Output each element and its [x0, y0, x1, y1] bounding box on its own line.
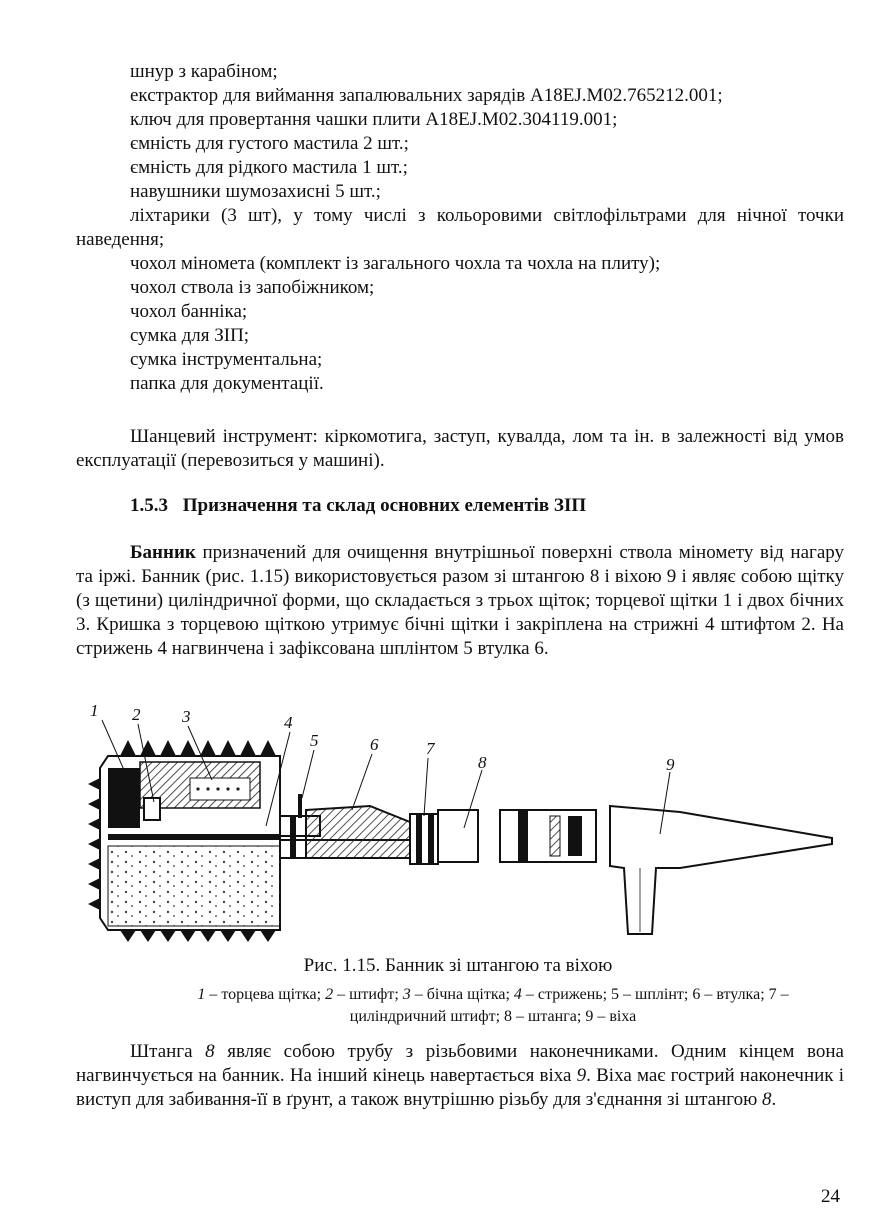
page-number: 24 [821, 1186, 840, 1207]
list-item: сумка для ЗІП; [130, 325, 250, 346]
list-item: ємність для рідкого мастила 1 шт.; [130, 157, 408, 178]
list-item: ємність для густого мастила 2 шт.; [130, 133, 409, 154]
figure-label: 8 [478, 753, 487, 772]
section-heading [130, 494, 586, 518]
rod-8 [500, 810, 596, 862]
legend-ref: 3 [402, 986, 411, 1003]
term-bannik: Банник [130, 542, 196, 563]
section-title: Призначення та склад основних елементів ЗІП [182, 495, 587, 516]
legend-text: – торцева щітка; [205, 986, 326, 1003]
figure-label: 7 [426, 739, 435, 758]
shtanga-text: являє собою трубу з різьбовими наконечниками. Одним кінцем вона нагвинчується на банник. На інший кінець навертається віха [76, 1041, 844, 1086]
bannik-paragraph [76, 541, 844, 661]
legend-text: – стрижень; 5 – шплінт; 6 – втулка; 7 – [521, 986, 789, 1003]
ref-number: 9 [576, 1065, 587, 1086]
shtanga-text: . [771, 1089, 777, 1110]
shtanga-text: Штанга [130, 1041, 206, 1062]
list-item: чохол ствола із запобіжником; [130, 277, 375, 298]
figure-label: 4 [284, 713, 293, 732]
figure-label: 2 [132, 705, 141, 724]
list-item: екстрактор для виймання запалювальних зарядів А18ЕJ.М02.765212.001; [130, 85, 723, 106]
legend-text: – бічна щітка; [410, 986, 514, 1003]
figure-label: 3 [182, 707, 191, 726]
figure-label: 5 [310, 731, 319, 750]
brush-assembly [88, 740, 478, 942]
shtanga-paragraph [76, 1040, 844, 1112]
list-item: чохол банніка; [130, 301, 248, 322]
bannik-text: призначений для очищення внутрішньої поверхні ствола міномету від нагару та іржі. Банник (рис. 1.15) використовується разом зі штангою 8 і віхою 9 і являє собою щітку (з щетини) циліндричної форми, що складається з трьох щіток; торцевої щітки 1 і двох бічних 3. Кришка з торцевою щіткою утримує бічні щітки і закріплена на стрижні 4 штифтом 2. На стрижень 4 нагвинчена і зафіксована шплінтом 5 втулка 6. [76, 542, 844, 659]
figure-label: 1 [90, 701, 99, 720]
list-item: навушники шумозахисні 5 шт.; [130, 181, 381, 202]
figure-label: 9 [666, 755, 675, 774]
shtanga-text: . Віха має гострий наконечник і виступ для забивання-її в ґрунт, а також внутрішню різьбу для з'єднання зі штангою [76, 1065, 845, 1110]
figure-caption: Рис. 1.15. Банник зі штангою та віхою [303, 955, 613, 976]
legend-ref: 4 [513, 986, 522, 1003]
section-number: 1.5.3 [130, 495, 168, 516]
legend-text: – штифт; [333, 986, 403, 1003]
bannik-figure [80, 698, 840, 948]
brush-bottom-teeth [120, 930, 276, 942]
ref-number: 8 [205, 1041, 215, 1062]
figure-label: 6 [370, 735, 379, 754]
figure-legend [148, 984, 838, 1028]
tools-paragraph: Шанцевий інструмент: кіркомотига, заступ, кувалда, лом та ін. в залежності від умов експлуатації (перевозиться у машині). [76, 426, 844, 471]
legend-ref: 1 [197, 986, 206, 1003]
list-item: папка для документації. [130, 373, 324, 394]
equipment-list [76, 60, 844, 396]
end-brush-teeth [88, 778, 100, 910]
legend-ref: 2 [325, 986, 334, 1003]
list-item: ключ для провертання чашки плити А18ЕJ.М02.304119.001; [130, 109, 618, 130]
ref-number: 8 [762, 1089, 772, 1110]
stake-9 [610, 806, 832, 934]
list-item: сумка інструментальна; [130, 349, 323, 370]
list-item: ліхтарики (3 шт), у тому числі з кольоровими світлофільтрами для нічної точки наведення; [76, 205, 844, 250]
list-item: чохол міномета (комплект із загального чохла та чохла на плиту); [130, 253, 661, 274]
list-item: шнур з карабіном; [130, 61, 278, 82]
legend-text: циліндричний штифт; 8 – штанга; 9 – віха [349, 1008, 637, 1025]
